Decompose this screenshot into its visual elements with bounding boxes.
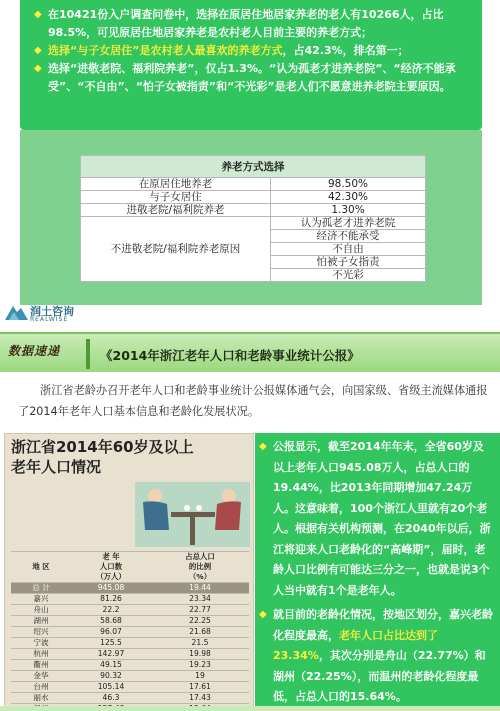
table-row: 不自由 [81, 243, 426, 256]
finding-highlight: 老年人口占比达到了23.34% [273, 628, 438, 662]
summary-bullet-3 [34, 60, 472, 96]
table-row: 嘉兴 81.26 23.34 [11, 594, 249, 605]
table-row: 金华 90.32 19 [11, 671, 249, 682]
table-row: 台州 105.14 17.61 [11, 682, 249, 693]
table-row: 湖州 58.68 22.25 [11, 616, 249, 627]
table-row: 怕被子女指责 [81, 256, 426, 269]
table-row: 与子女居住 42.30% [81, 191, 426, 204]
table-row: 总 计 945.08 19.44 [11, 583, 249, 594]
table-row: 丽水 46.3 17.43 [11, 693, 249, 704]
finding-text-1: 公报显示，截至2014年年末，全省60岁及以上老年人口945.08万人，占总人口的19.44%，比2013年同期增加47.24万人。这意味着，100个浙江人里就有20个老人。根据有关机构预测，在2040年以后，浙江将迎来人口老龄化的“高峰期”，届时，老龄人口比例有可能达三分之一，也就是说3个人当中就有1个是老年人。 [273, 440, 491, 597]
section-title: 《2014年浙江老年人口和老龄事业统计公报》 [100, 348, 360, 363]
intro-paragraph: 浙江省老龄办召开老年人口和老龄事业统计公报媒体通气会，向国家级、省级主流媒体通报了2014年老年人口基本信息和老龄化发展状况。 [18, 384, 488, 418]
section-header [0, 332, 500, 372]
logo-name: 润土咨询 [30, 305, 74, 318]
realwise-logo-icon [3, 302, 29, 322]
summary-panel [20, 0, 482, 130]
bullet-icon: ◆ [34, 9, 42, 20]
care-table-header: 养老方式选择 [81, 156, 426, 178]
table-row: 绍兴 96.07 21.68 [11, 627, 249, 638]
findings-panel [255, 433, 500, 711]
table-row: 不光彩 [81, 269, 426, 282]
bullet-icon: ◆ [259, 441, 267, 452]
newspaper-clipping [4, 433, 254, 708]
table-row: 进敬老院/福利院养老 1.30% [81, 204, 426, 217]
table-row: 衢州 49.15 19.23 [11, 660, 249, 671]
table-row: 舟山 22.2 22.77 [11, 605, 249, 616]
finding-text-2: 就目前的老龄化情况，按地区划分，嘉兴老龄化程度最高，老年人口占比达到了23.34%，其次分别是舟山（22.77%）和湖州（22.25%），而温州的老龄化程度最低，占总人口的15.64%。 [273, 608, 493, 703]
table-row: 经济不能承受 [81, 230, 426, 243]
summary-highlight: “与子女居住”是农村老人最喜欢的养老方式 [70, 44, 283, 57]
summary-bullet-2 [34, 42, 472, 60]
finding-bullet-2 [259, 605, 494, 708]
elderly-population-table [11, 551, 249, 711]
elderly-couple-illustration [135, 482, 250, 547]
care-table-panel [20, 130, 482, 305]
care-mode-table [80, 155, 426, 282]
table-row: 不进敬老院/福利院养老原因 认为孤老才进养老院 [81, 217, 426, 230]
bullet-icon: ◆ [34, 63, 42, 74]
section-tag: 数据速递 [8, 344, 61, 358]
summary-text-1: 在10421份入户调查问卷中，选择在原居住地居家养老的老人有10266人，占比98.5%，可见原居住地居家养老是农村老人目前主要的养老方式； [48, 8, 444, 39]
bottom-edge [0, 706, 500, 711]
finding-bullet-1 [259, 437, 494, 601]
col-ratio: 占总人口 的比例 （%） [151, 552, 249, 583]
logo-bar [0, 300, 500, 328]
col-region: 地 区 [11, 552, 71, 583]
summary-text-3: 选择“进敬老院、福利院养老”，仅占1.3%。“认为孤老才进养老院”、“经济不能承受”、“不自由”、“怕子女被指责”和“不光彩”是老人们不愿意进养老院主要原因。 [48, 62, 456, 93]
bullet-icon: ◆ [34, 45, 42, 56]
bullet-icon: ◆ [259, 609, 267, 620]
summary-bullet-1 [34, 6, 472, 42]
table-row: 杭州 142.97 19.98 [11, 649, 249, 660]
clipping-title: 浙江省2014年60岁及以上 老年人口情况 [11, 438, 194, 476]
col-population: 老 年 人口数 （万人） [71, 552, 151, 583]
summary-text-2: 选择“与子女居住”是农村老人最喜欢的养老方式，占42.3%，排名第一； [48, 44, 409, 57]
header-divider [86, 339, 90, 369]
logo-sub: REALWISE [30, 316, 69, 323]
table-row: 宁波 125.5 21.5 [11, 638, 249, 649]
reason-label: 不进敬老院/福利院养老原因 [81, 217, 271, 282]
table-row: 在原居住地养老 98.50% [81, 178, 426, 191]
